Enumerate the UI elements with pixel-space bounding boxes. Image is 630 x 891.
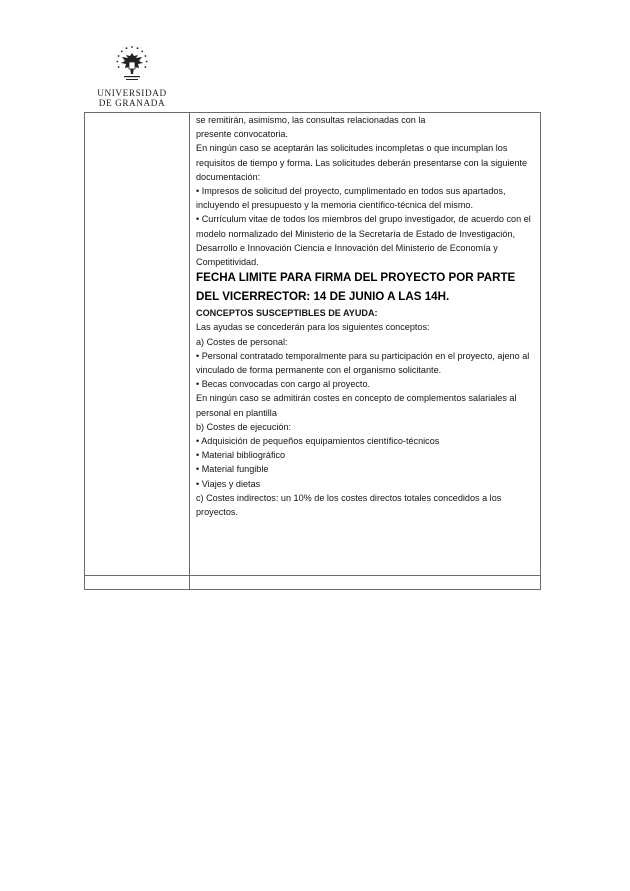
intro-bullet-curriculum: • Currículum vitae de todos los miembros del grupo investigador, de acuerdo con el modelo normalizado del Ministerio de la Secretaría de Estado de Investigación, Desarrollo e Innovación Ciencia e Innovación del Ministerio de Economía y Competitividad. [196,214,531,268]
concept-bullet-consumables: • Material fungible [196,464,269,475]
university-seal-icon [112,44,152,86]
intro-line-1: se remitirán, asimismo, las consultas relacionadas con la [196,115,426,125]
document-table [84,112,541,590]
concept-indirect-costs: c) Costes indirectos: un 10% de los costes directos totales concedidos a los proyectos. [196,492,502,518]
table-left-border [84,112,85,590]
table-bottom-border [84,589,541,590]
concept-bullet-temp-staff: • Personal contratado temporalmente para su participación en el proyecto, ajeno al vinculado de forma permanente con el organismo solicitante. [196,350,530,376]
university-logo [92,44,172,108]
deadline-notice: FECHA LIMITE PARA FIRMA DEL PROYECTO POR PARTE DEL VICERRECTOR: 14 DE JUNIO A LAS 14H. [196,271,516,303]
intro-line-2: presente convocatoria. [196,129,289,140]
concept-salary-note: En ningún caso se admitirán costes en concepto de complementos salariales al personal en plantilla [196,393,517,418]
intro-paragraph-requirements: En ningún caso se aceptarán las solicitudes incompletas o que incumplan los requisitos de tiempo y forma. Las solicitudes deberán presentarse con la siguiente documentación: [196,143,528,182]
concept-bullet-grants: • Becas convocadas con cargo al proyecto. [196,379,371,390]
table-column-divider [189,112,190,590]
concept-bullet-travel: • Viajes y dietas [196,478,261,489]
table-row-divider [84,575,541,576]
university-name-line1: UNIVERSIDAD [97,88,167,98]
concept-bullet-bibliographic: • Material bibliográfico [196,450,286,461]
intro-bullet-application-forms: • Impresos de solicitud del proyecto, cumplimentado en todos sus apartados, incluyendo el presupuesto y la memoria científico-técnica del mismo. [196,186,506,211]
table-right-border [540,112,541,590]
concept-personnel-costs: a) Costes de personal: [196,336,288,347]
concepts-heading: CONCEPTOS SUSCEPTIBLES DE AYUDA: [196,308,378,319]
concept-bullet-equipment: • Adquisición de pequeños equipamientos científico-técnicos [196,436,440,447]
university-name-line2: DE GRANADA [98,98,166,108]
concepts-intro: Las ayudas se concederán para los siguientes conceptos: [196,322,430,333]
content-cell [196,113,538,519]
concept-execution-costs: b) Costes de ejecución: [196,421,292,432]
